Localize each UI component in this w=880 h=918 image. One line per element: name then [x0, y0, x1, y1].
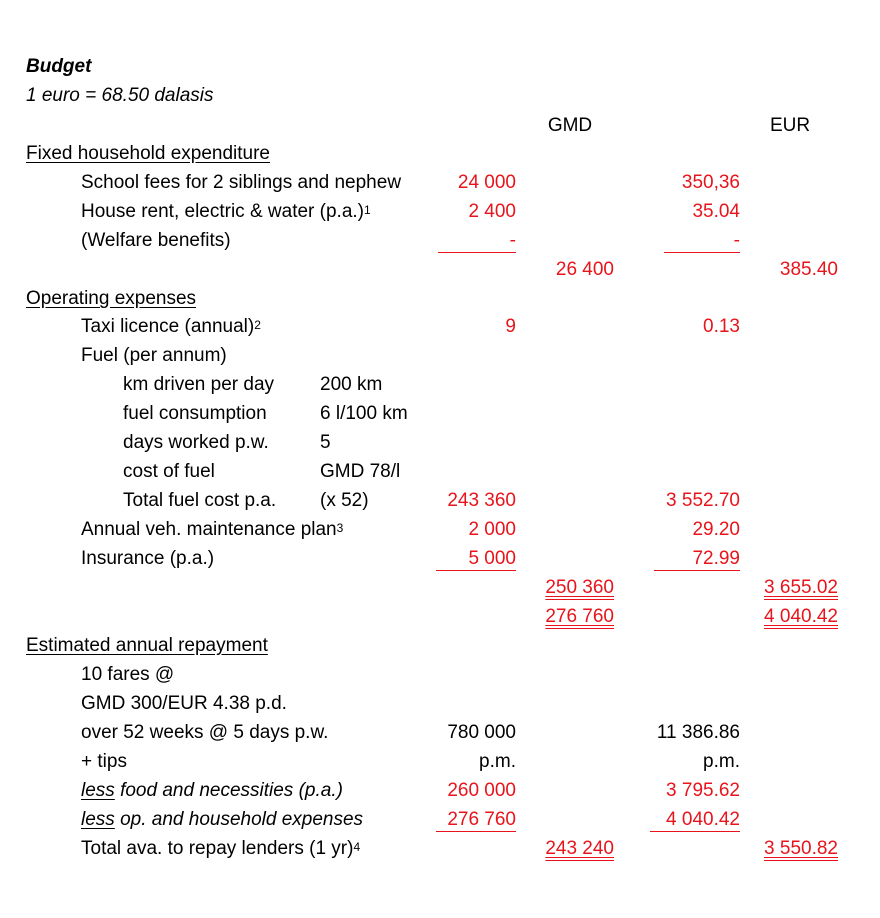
fixed-total-gmd: 26 400: [555, 259, 614, 280]
consumption-value: 6 l/100 km: [320, 403, 408, 424]
rent-footnote: 1: [364, 203, 371, 217]
rent-label: House rent, electric & water $(p.a.)^1$: [81, 201, 371, 222]
operating-heading: Operating expenses: [26, 288, 197, 309]
operating-subtotal-eur: 3 655.02: [764, 577, 838, 598]
maintenance-eur: 29.20: [692, 519, 740, 540]
exchange-rate: 1 euro = 68.50 dalasis: [26, 85, 214, 106]
weeks-gmd: 780 000: [447, 722, 516, 743]
fares-rate: GMD 300/EUR 4.38 p.d.: [81, 693, 287, 714]
weeks-eur: 11 386.86: [656, 722, 740, 743]
rent-eur: 35.04: [692, 201, 740, 222]
total-available-eur: 3 550.82: [764, 838, 838, 859]
maintenance-footnote: 3: [336, 521, 344, 535]
fuel-label: Fuel (per annum): [81, 345, 227, 366]
header-eur: EUR: [769, 115, 811, 136]
taxi-licence-label: Taxi licence (annual)$^2$: [81, 316, 261, 337]
tips-eur: p.m.: [703, 751, 740, 772]
insurance-eur: 72.99: [654, 548, 740, 571]
taxi-footnote: 2: [254, 318, 261, 332]
weeks-label: over 52 weeks @ 5 days p.w.: [81, 722, 329, 743]
total-fuel-gmd: 243 360: [447, 490, 516, 511]
welfare-label: (Welfare benefits): [81, 230, 231, 251]
total-available-gmd: 243 240: [545, 838, 614, 859]
total-fuel-eur: 3 552.70: [666, 490, 740, 511]
op-expenses-eur: 4 040.42: [650, 809, 740, 832]
fuel-cost-label: cost of fuel: [123, 461, 215, 482]
welfare-gmd: -: [438, 230, 516, 253]
school-fees-eur: 350,36: [681, 172, 740, 193]
repayment-heading: Estimated annual repayment: [26, 635, 268, 656]
fixed-heading: Fixed household expenditure: [26, 143, 271, 164]
food-gmd: 260 000: [447, 780, 516, 801]
food-label: less food and necessities (p.a.): [81, 780, 343, 801]
tips-label: + tips: [81, 751, 127, 772]
rent-gmd: 2 400: [468, 201, 516, 222]
fares-label: 10 fares @: [81, 664, 175, 685]
school-fees-label: School fees for 2 siblings and nephew: [81, 172, 402, 193]
fixed-total-eur: 385.40: [779, 259, 838, 280]
welfare-eur: -: [664, 230, 740, 253]
taxi-licence-gmd: 9: [505, 316, 516, 337]
km-value: 200 km: [320, 374, 383, 395]
days-label: days worked p.w.: [123, 432, 269, 453]
op-expenses-label: less op. and household expenses: [81, 809, 364, 830]
operating-subtotal-gmd: 250 360: [545, 577, 614, 598]
op-expenses-gmd: 276 760: [436, 809, 516, 832]
food-eur: 3 795.62: [666, 780, 740, 801]
consumption-label: fuel consumption: [123, 403, 267, 424]
document-title: Budget: [26, 56, 92, 77]
maintenance-label: Annual veh. maintenance plan$^3$: [81, 519, 344, 540]
insurance-label: Insurance (p.a.): [81, 548, 215, 569]
total-fuel-multiplier: (x 52): [320, 490, 369, 511]
insurance-gmd: 5 000: [436, 548, 516, 571]
tips-gmd: p.m.: [479, 751, 516, 772]
taxi-licence-eur: 0.13: [703, 316, 740, 337]
header-gmd: GMD: [547, 115, 593, 136]
grand-total-gmd: 276 760: [545, 606, 614, 627]
km-label: km driven per day: [123, 374, 275, 395]
days-value: 5: [320, 432, 331, 453]
total-available-label: Total ava. to repay lenders (1 yr)$^4$: [81, 838, 361, 859]
maintenance-gmd: 2 000: [468, 519, 516, 540]
school-fees-gmd: 24 000: [457, 172, 516, 193]
fuel-cost-value: GMD 78/l: [320, 461, 401, 482]
grand-total-eur: 4 040.42: [764, 606, 838, 627]
total-footnote: 4: [353, 840, 361, 854]
total-fuel-label: Total fuel cost p.a.: [123, 490, 277, 511]
